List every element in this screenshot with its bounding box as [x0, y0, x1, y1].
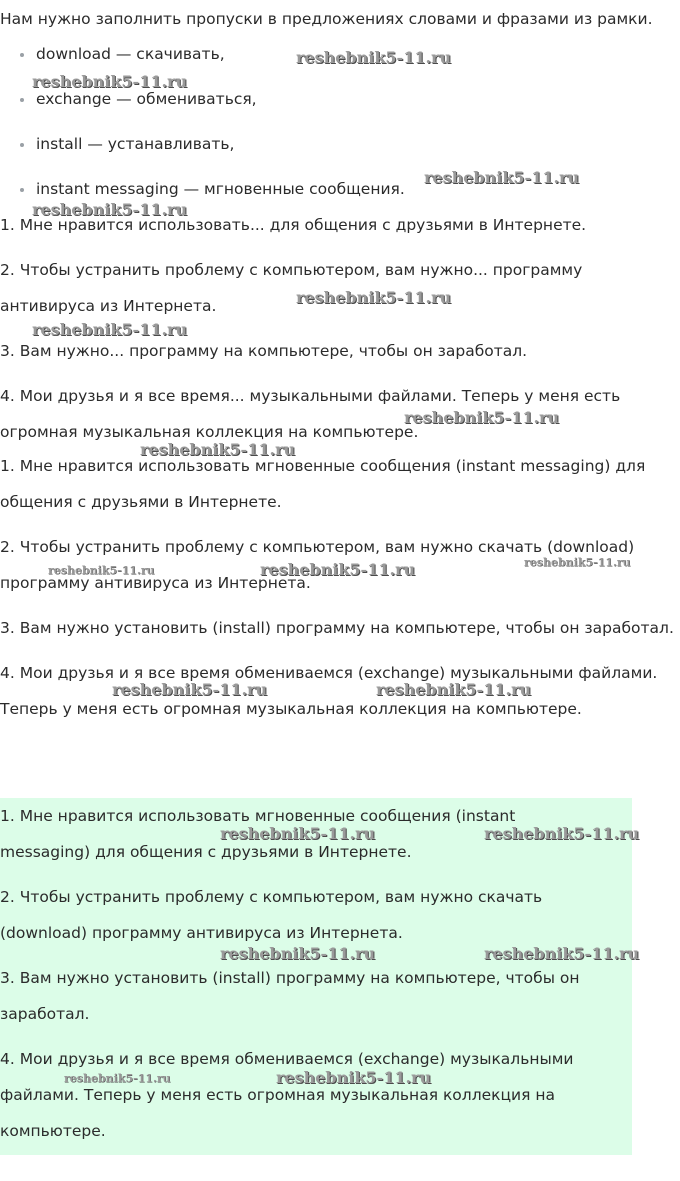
answer-sentence-highlighted: 4. Мои друзья и я все время обмениваемся (exchange) музыкальными файлами. Теперь у меня есть огромная музыкальная коллекция на компьютере.	[0, 1050, 574, 1140]
task-sentences	[0, 207, 676, 450]
watermark: reshebnik5-11.ru	[32, 320, 188, 339]
watermark: reshebnik5-11.ru	[112, 680, 268, 699]
watermark: reshebnik5-11.ru	[220, 824, 376, 843]
intro-text: Нам нужно заполнить пропуски в предложениях словами и фразами из рамки.	[0, 10, 653, 28]
task-sentence: 4. Мои друзья и я все время... музыкальными файлами. Теперь у меня есть огромная музыкальная коллекция на компьютере.	[0, 387, 621, 441]
watermark: reshebnik5-11.ru	[484, 824, 640, 843]
answer-sentence: 3. Вам нужно установить (install) программу на компьютере, чтобы он заработал.	[0, 619, 674, 637]
task-sentence: 3. Вам нужно... программу на компьютере, чтобы он заработал.	[0, 342, 528, 360]
task-sentence: 2. Чтобы устранить проблему с компьютером, вам нужно... программу антивируса из Интернета.	[0, 261, 583, 315]
watermark: reshebnik5-11.ru	[296, 288, 452, 307]
word-list-item: instant messaging — мгновенные сообщения.	[36, 177, 636, 222]
watermark: reshebnik5-11.ru	[424, 168, 580, 187]
watermark: reshebnik5-11.ru	[296, 48, 452, 67]
watermark: reshebnik5-11.ru	[32, 200, 188, 219]
answer-sentence: 2. Чтобы устранить проблему с компьютером, вам нужно скачать (download) программу антивируса из Интернета.	[0, 538, 635, 592]
word-list	[18, 42, 636, 222]
word-list-item: install — устанавливать,	[36, 132, 636, 177]
answer-sentence: 4. Мои друзья и я все время обмениваемся (exchange) музыкальными файлами. Теперь у меня есть огромная музыкальная коллекция на компьютере.	[0, 664, 658, 718]
answer-sentence-highlighted: 3. Вам нужно установить (install) программу на компьютере, чтобы он заработал.	[0, 969, 580, 1023]
answer-sentence-highlighted: 2. Чтобы устранить проблему с компьютером, вам нужно скачать (download) программу антивируса из Интернета.	[0, 888, 543, 942]
watermark: reshebnik5-11.ru	[260, 560, 416, 579]
word-list-item: download — скачивать,	[36, 42, 636, 87]
answer-highlight-box	[0, 798, 632, 1155]
watermark: reshebnik5-11.ru	[484, 944, 640, 963]
watermark: reshebnik5-11.ru	[276, 1068, 432, 1087]
task-sentence: 1. Мне нравится использовать... для общения с друзьями в Интернете.	[0, 216, 587, 234]
watermark: reshebnik5-11.ru	[220, 944, 376, 963]
watermark: reshebnik5-11.ru	[32, 72, 188, 91]
answer-sentence-highlighted: 1. Мне нравится использовать мгновенные сообщения (instant messaging) для общения с друзьями в Интернете.	[0, 807, 516, 861]
watermark: reshebnik5-11.ru	[48, 564, 155, 577]
watermark: reshebnik5-11.ru	[524, 556, 631, 569]
answer-sentences	[0, 448, 676, 727]
answer-sentence: 1. Мне нравится использовать мгновенные сообщения (instant messaging) для общения с друзьями в Интернете.	[0, 457, 646, 511]
watermark: reshebnik5-11.ru	[140, 440, 296, 459]
watermark: reshebnik5-11.ru	[404, 408, 560, 427]
word-list-item: exchange — обмениваться,	[36, 87, 636, 132]
watermark: reshebnik5-11.ru	[64, 1072, 171, 1085]
watermark: reshebnik5-11.ru	[376, 680, 532, 699]
